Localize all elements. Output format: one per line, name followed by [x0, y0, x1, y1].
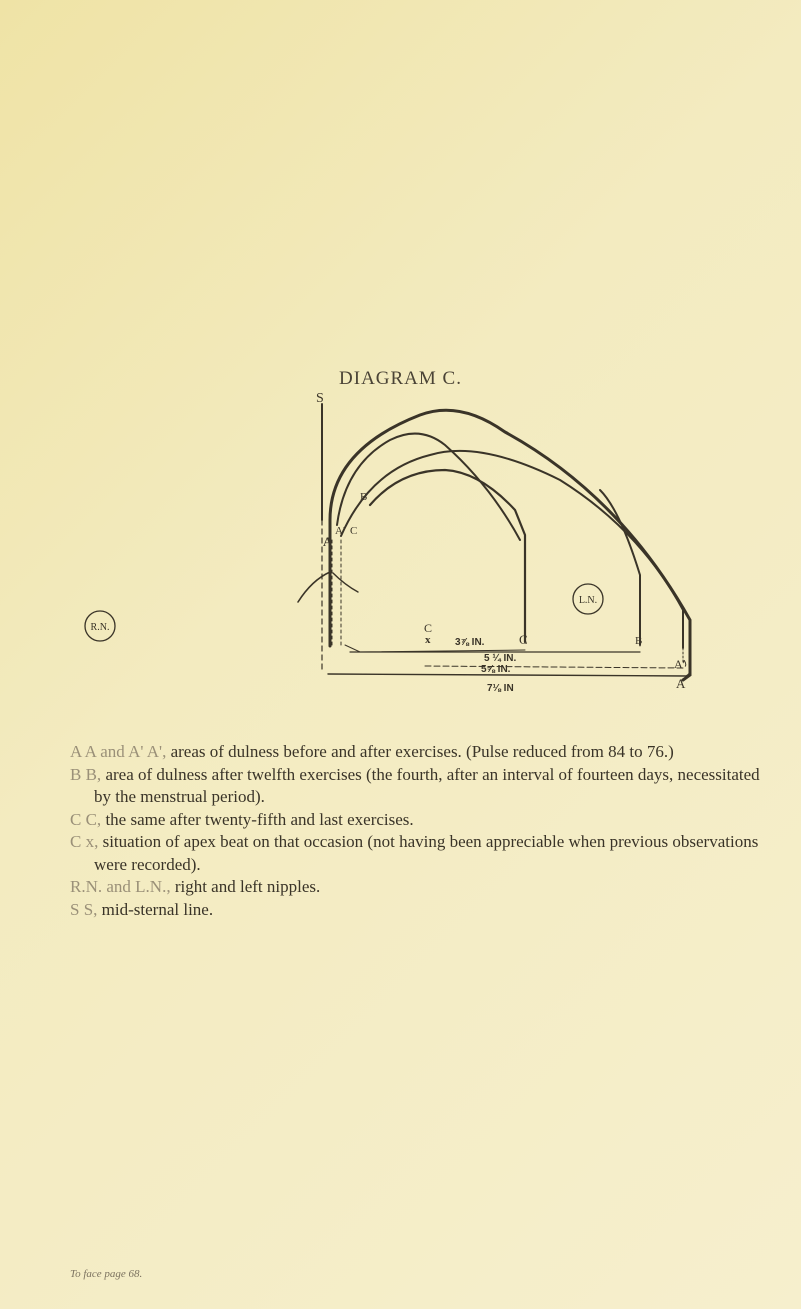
area-b-outline — [337, 434, 520, 540]
legend-text: areas of dulness before and after exercises. (Pulse reduced from 84 to 76.) — [166, 742, 674, 761]
right-nipple-label: R.N. — [90, 622, 110, 633]
diagram-title: DIAGRAM C. — [339, 368, 462, 389]
label-s: S — [316, 391, 324, 406]
base-line-a-prime — [425, 660, 686, 668]
legend-key: R.N. and L.N., — [70, 877, 171, 896]
label-c-right: C — [519, 632, 528, 647]
legend-key: C C, — [70, 809, 102, 829]
legend-key: C x, — [70, 832, 99, 851]
area-c-outline — [370, 470, 525, 642]
measure-1: 3⅞ IN. — [455, 637, 485, 648]
legend-key: B B, — [70, 764, 102, 784]
measure-4: 7⅛ IN — [487, 683, 514, 694]
page-footer-note: To face page 68. — [70, 1268, 143, 1280]
left-flare-2 — [333, 573, 358, 592]
legend-item — [70, 831, 760, 876]
label-c-left: C — [350, 525, 358, 537]
legend-text: situation of apex beat on that occasion (not having been appreciable when previous observations were recorded). — [94, 832, 759, 874]
legend-text: right and left nipples. — [170, 877, 321, 896]
legend — [70, 741, 760, 921]
label-a-prime-right: A' — [674, 657, 685, 671]
legend-item — [70, 809, 760, 832]
legend-item — [70, 899, 760, 922]
legend-text: mid-sternal line. — [97, 899, 214, 919]
legend-item — [70, 876, 760, 899]
label-b-top: B — [360, 491, 368, 503]
measure-3: 5⅝ IN. — [481, 664, 511, 675]
label-a-prime-left: A' — [335, 525, 345, 537]
legend-key: A A and A' A', — [70, 742, 167, 761]
legend-item — [70, 764, 760, 809]
label-b-right: B — [635, 635, 643, 647]
label-c-cross: C — [424, 621, 433, 635]
left-nipple-label: L.N. — [578, 595, 598, 606]
label-a-right: A — [676, 676, 686, 691]
base-line-c — [345, 645, 525, 652]
legend-item — [70, 741, 760, 764]
left-flare — [298, 572, 330, 602]
legend-key: S S, — [70, 899, 98, 919]
label-a-left: A — [323, 534, 333, 549]
label-x-mark: x — [425, 634, 431, 646]
legend-text: the same after twenty-fifth and last exercises. — [101, 809, 414, 829]
measure-2: 5 ¼ IN. — [484, 653, 517, 664]
legend-text: area of dulness after twelfth exercises (the fourth, after an interval of fourteen days, necessitated by the menstrual period). — [94, 764, 760, 806]
